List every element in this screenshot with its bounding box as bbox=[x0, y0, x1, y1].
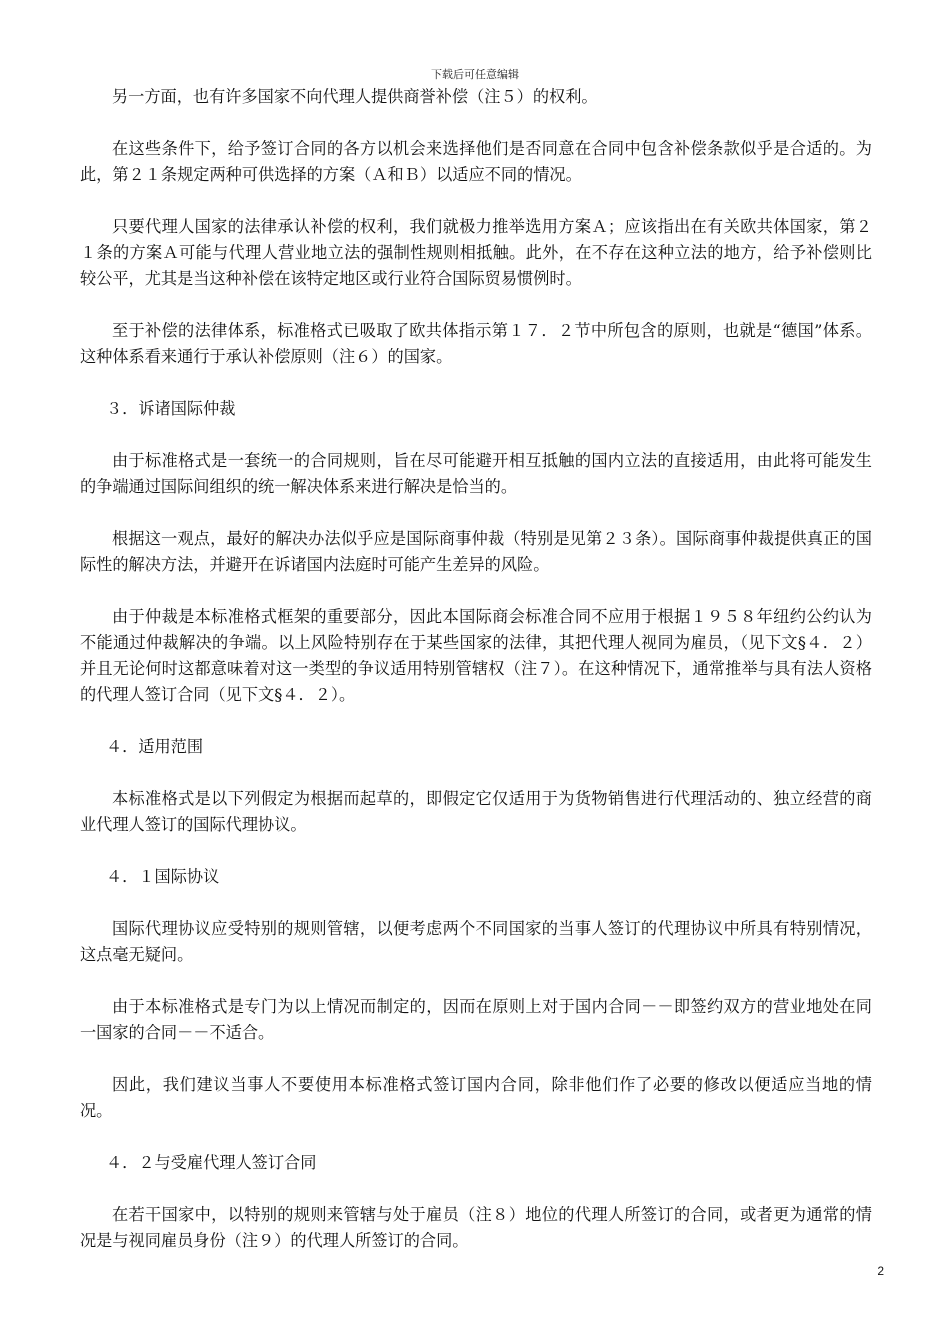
paragraph: 国际代理协议应受特别的规则管辖，以便考虑两个不同国家的当事人签订的代理协议中所具有特别情况，这点毫无疑问。 bbox=[80, 919, 872, 964]
section-heading: ４．适用范围 bbox=[106, 737, 204, 756]
section-heading: ４．２与受雇代理人签订合同 bbox=[106, 1153, 317, 1172]
paragraph: 由于本标准格式是专门为以上情况而制定的，因而在原则上对于国内合同－－即签约双方的营业地处在同一国家的合同－－不适合。 bbox=[80, 997, 872, 1042]
page-number: 2 bbox=[877, 1264, 884, 1278]
paragraph: 由于仲裁是本标准格式框架的重要部分，因此本国际商会标准合同不应用于根据１９５８年纽约公约认为不能通过仲裁解决的争端。以上风险特别存在于某些国家的法律，其把代理人视同为雇员，（见下文§４．２）并且无论何时这都意味着对这一类型的争议适用特别管辖权（注７）。在这种情况下，通常推举与具有法人资格的代理人签订合同（见下文§４．２）。 bbox=[80, 607, 872, 704]
paragraph: 在若干国家中，以特别的规则来管辖与处于雇员（注８）地位的代理人所签订的合同，或者更为通常的情况是与视同雇员身份（注９）的代理人所签订的合同。 bbox=[80, 1205, 872, 1250]
paragraph: 因此，我们建议当事人不要使用本标准格式签订国内合同，除非他们作了必要的修改以便适应当地的情况。 bbox=[80, 1075, 872, 1120]
paragraph: 在这些条件下，给予签订合同的各方以机会来选择他们是否同意在合同中包含补偿条款似乎是合适的。为此，第２１条规定两种可供选择的方案（Ａ和Ｂ）以适应不同的情况。 bbox=[80, 139, 872, 184]
section-heading: ４．１国际协议 bbox=[106, 867, 220, 886]
paragraph: 只要代理人国家的法律承认补偿的权利，我们就极力推举选用方案Ａ；应该指出在有关欧共体国家，第２１条的方案Ａ可能与代理人营业地立法的强制性规则相抵触。此外，在不存在这种立法的地方，给予补偿则比较公平，尤其是当这种补偿在该特定地区或行业符合国际贸易惯例时。 bbox=[80, 217, 872, 288]
paragraph: 至于补偿的法律体系，标准格式已吸取了欧共体指示第１７．２节中所包含的原则，也就是“德国”体系。这种体系看来通行于承认补偿原则（注６）的国家。 bbox=[80, 321, 872, 366]
section-heading: ３．诉诸国际仲裁 bbox=[106, 399, 236, 418]
document-body bbox=[80, 84, 872, 1280]
paragraph: 由于标准格式是一套统一的合同规则，旨在尽可能避开相互抵触的国内立法的直接适用，由此将可能发生的争端通过国际间组织的统一解决体系来进行解决是恰当的。 bbox=[80, 451, 872, 496]
paragraph: 本标准格式是以下列假定为根据而起草的，即假定它仅适用于为货物销售进行代理活动的、独立经营的商业代理人签订的国际代理协议。 bbox=[80, 789, 872, 834]
paragraph: 另一方面，也有许多国家不向代理人提供商誉补偿（注５）的权利。 bbox=[112, 87, 598, 106]
paragraph: 根据这一观点，最好的解决办法似乎应是国际商事仲裁（特别是见第２３条）。国际商事仲裁提供真正的国际性的解决方法，并避开在诉诸国内法庭时可能产生差异的风险。 bbox=[80, 529, 872, 574]
header-note: 下载后可任意编辑 bbox=[431, 68, 519, 81]
